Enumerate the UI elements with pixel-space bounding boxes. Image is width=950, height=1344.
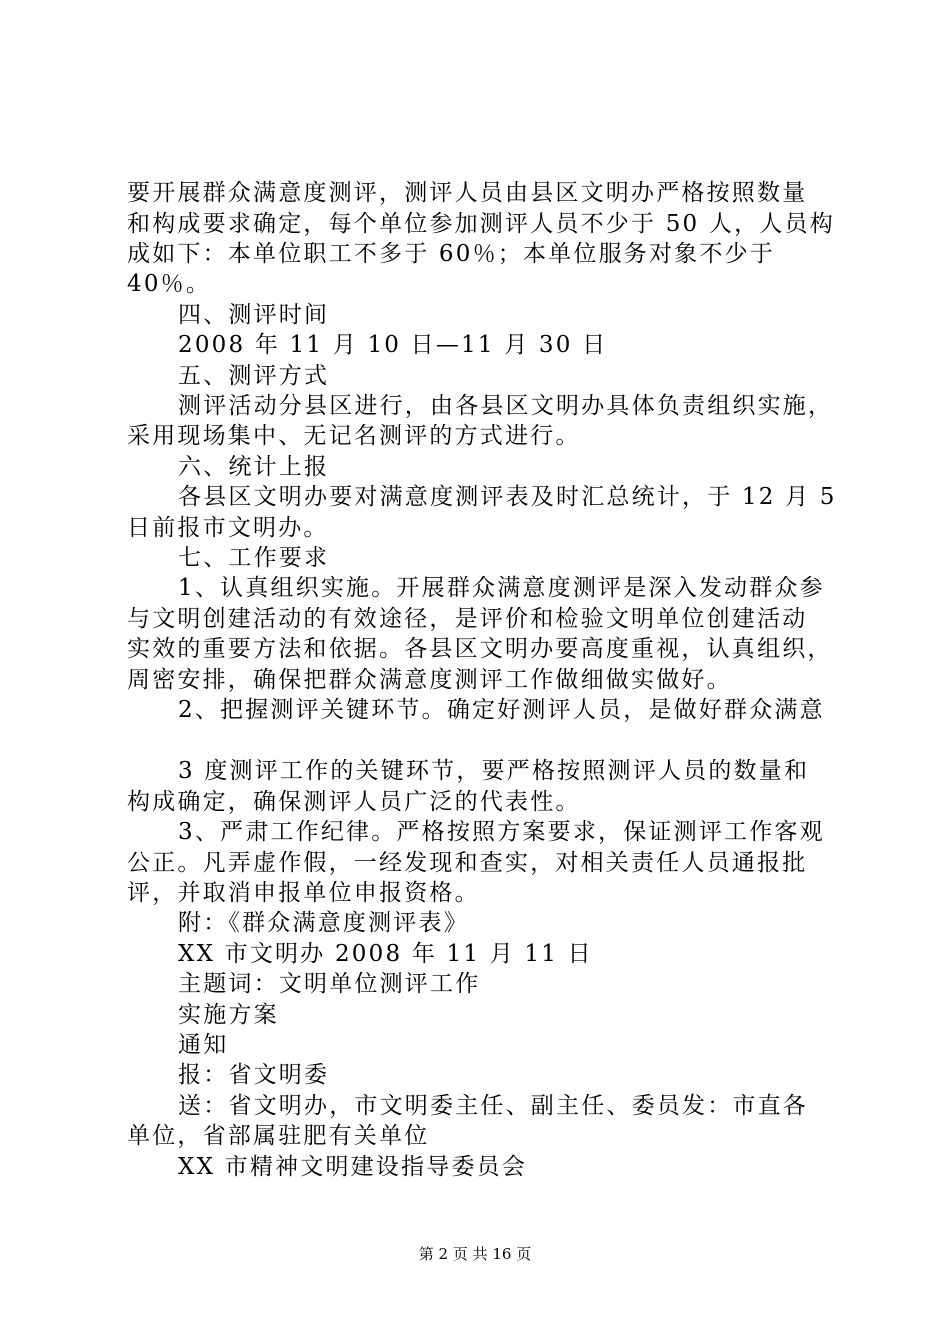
body-text-line: 评，并取消申报单位申报资格。 <box>127 880 480 906</box>
body-text-line: 测评活动分县区进行，由各县区文明办具体负责组织实施， <box>178 393 834 419</box>
page-number-footer: 第 2 页 共 16 页 <box>418 1245 532 1263</box>
section-heading: 五、测评方式 <box>178 363 330 389</box>
section-heading: 六、统计上报 <box>178 454 330 480</box>
keywords-line: 主题词：文明单位测评工作 <box>178 971 481 997</box>
body-text-line: 2008 年 11 月 10 日—11 月 30 日 <box>178 332 608 358</box>
body-text-line: 40％。 <box>127 271 212 297</box>
body-text-line: 3、严肃工作纪律。严格按照方案要求，保证测评工作客观 <box>178 819 825 845</box>
body-text-line: 和构成要求确定，每个单位参加测评人员不少于 50 人，人员构 <box>127 211 835 237</box>
body-text-line: 各县区文明办要对满意度测评表及时汇总统计，于 12 月 5 <box>178 484 837 510</box>
body-text-line: 采用现场集中、无记名测评的方式进行。 <box>127 423 581 449</box>
body-text-line: 成如下：本单位职工不多于 60％；本单位服务对象不少于 <box>127 241 775 267</box>
report-to-line: 报：省文明委 <box>178 1062 330 1088</box>
body-text-line: 3 度测评工作的关键环节，要严格按照测评人员的数量和 <box>178 758 810 784</box>
keywords-line: 实施方案 <box>178 1002 279 1028</box>
copy-to-line: 送：省文明办，市文明委主任、副主任、委员发：市直各 <box>178 1093 808 1119</box>
issuing-committee-line: XX 市精神文明建设指导委员会 <box>178 1154 528 1180</box>
body-text-line: 实效的重要方法和依据。各县区文明办要高度重视，认真组织， <box>127 636 833 662</box>
body-text-line: 1、认真组织实施。开展群众满意度测评是深入发动群众参 <box>178 575 825 601</box>
body-text-line: 与文明创建活动的有效途径，是评价和检验文明单位创建活动 <box>127 606 808 632</box>
section-heading: 七、工作要求 <box>178 545 330 571</box>
body-text-line: 公正。凡弄虚作假，一经发现和查实，对相关责任人员通报批 <box>127 850 808 876</box>
body-text-line: 要开展群众满意度测评，测评人员由县区文明办严格按照数量 <box>127 180 808 206</box>
body-text-line: 周密安排，确保把群众满意度测评工作做细做实做好。 <box>127 667 732 693</box>
body-text-line: 构成确定，确保测评人员广泛的代表性。 <box>127 789 581 815</box>
section-heading: 四、测评时间 <box>178 302 330 328</box>
copy-to-line: 单位，省部属驻肥有关单位 <box>127 1123 430 1149</box>
body-text-line: 日前报市文明办。 <box>127 515 329 541</box>
attachment-line: 附：《群众满意度测评表》 <box>178 910 469 936</box>
issuer-date-line: XX 市文明办 2008 年 11 月 11 日 <box>178 941 593 967</box>
body-text-line: 2、把握测评关键环节。确定好测评人员，是做好群众满意 <box>178 697 825 723</box>
keywords-line: 通知 <box>178 1032 229 1058</box>
